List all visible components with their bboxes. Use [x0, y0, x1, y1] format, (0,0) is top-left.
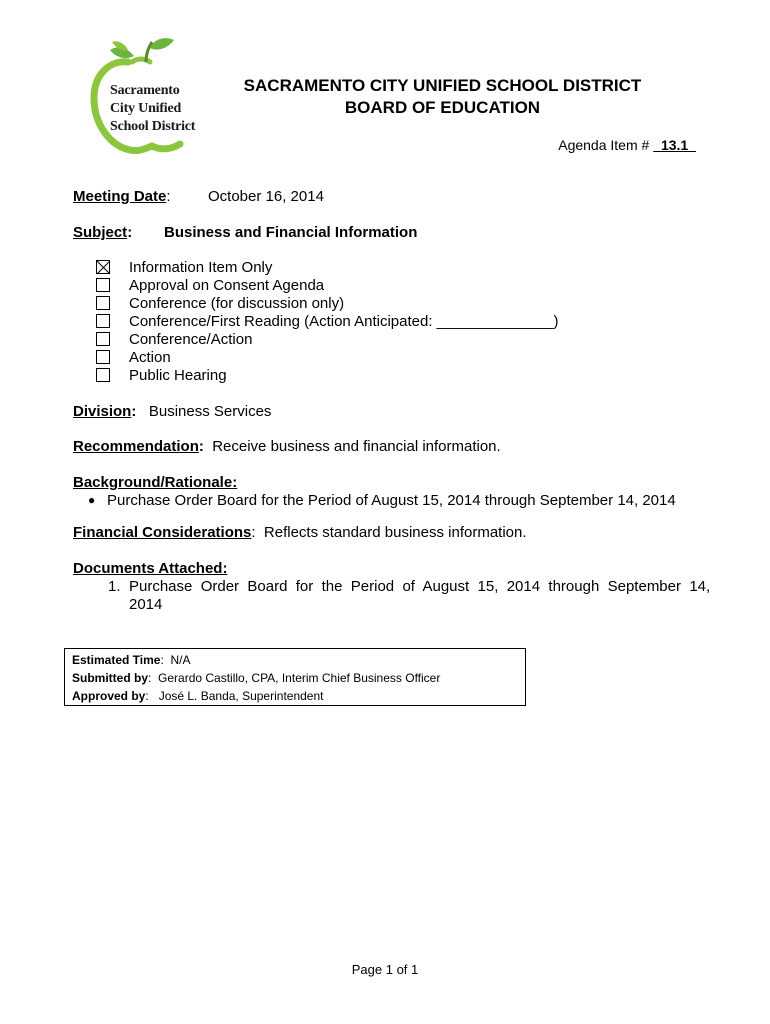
page-number: Page 1 of 1 — [351, 962, 419, 977]
option-label: Information Item Only — [129, 259, 273, 276]
estimated-time-value: N/A — [170, 653, 191, 667]
logo-line-3: School District — [110, 119, 196, 134]
recommendation-label: Recommendation — [73, 438, 199, 455]
submitted-by-value: Gerardo Castillo, CPA, Interim Chief Business Officer — [158, 671, 441, 685]
option-label: Approval on Consent Agenda — [129, 277, 325, 294]
checkbox[interactable] — [96, 332, 110, 346]
option-label: Public Hearing — [129, 367, 227, 384]
meeting-date-row: Meeting Date: — [73, 188, 171, 205]
logo-line-2: City Unified — [110, 101, 182, 116]
checkbox[interactable] — [96, 296, 110, 310]
submitted-by-label: Submitted by — [72, 671, 149, 685]
financial-value: Reflects standard business information. — [263, 524, 527, 541]
agenda-item — [558, 137, 696, 153]
checkbox[interactable] — [96, 368, 110, 382]
division-value: Business Services — [148, 403, 272, 420]
option-label: Conference/Action — [129, 331, 253, 348]
agenda-prefix: Agenda Item # — [558, 137, 650, 153]
agenda-number: 13.1 — [660, 137, 689, 153]
subject-row: Subject: — [73, 224, 133, 241]
approved-by-label: Approved by — [72, 689, 146, 703]
info-box — [64, 648, 526, 706]
approved-by-row: Approved by: José L. Banda, Superintendent — [72, 689, 324, 703]
subject-value: Business and Financial Information — [164, 224, 418, 241]
x-mark-icon — [97, 261, 111, 275]
meeting-date-label: Meeting Date — [73, 188, 167, 205]
checkbox[interactable] — [96, 314, 110, 328]
meeting-date-value: October 16, 2014 — [208, 188, 324, 205]
background-item: Purchase Order Board for the Period of August 15, 2014 through September 14, 2014 — [107, 492, 676, 509]
financial-label: Financial Considerations — [73, 524, 252, 541]
checkbox[interactable] — [96, 350, 110, 364]
document-line-1: Purchase Order Board for the Period of August 15, 2014 through September 14, — [129, 578, 711, 595]
recommendation-value: Receive business and financial information. — [212, 438, 501, 455]
recommendation-row: Recommendation: Receive business and financial information. — [73, 438, 501, 455]
division-row: Division: Business Services — [73, 403, 272, 420]
document-number: 1. — [108, 578, 121, 595]
document-line-2: 2014 — [129, 596, 163, 613]
checkbox-checked[interactable] — [96, 260, 110, 274]
bullet-icon: ● — [88, 493, 96, 507]
documents-label: Documents Attached: — [73, 560, 228, 577]
background-label: Background/Rationale: — [73, 474, 238, 491]
option-label: Conference/First Reading (Action Anticipated: ______________) — [129, 313, 559, 330]
submitted-by-row: Submitted by: Gerardo Castillo, CPA, Interim Chief Business Officer — [72, 671, 441, 685]
subject-label: Subject — [73, 224, 128, 241]
approved-by-value: José L. Banda, Superintendent — [158, 689, 324, 703]
estimated-time-row: Estimated Time: N/A — [72, 653, 191, 667]
division-label: Division — [73, 403, 132, 420]
option-label: Conference (for discussion only) — [129, 295, 345, 312]
board-title: BOARD OF EDUCATION — [344, 98, 541, 117]
logo-line-1: Sacramento — [110, 83, 180, 98]
estimated-time-label: Estimated Time — [72, 653, 161, 667]
financial-row: Financial Considerations: Reflects standard business information. — [73, 524, 527, 541]
option-label: Action — [129, 349, 171, 366]
district-title: SACRAMENTO CITY UNIFIED SCHOOL DISTRICT — [243, 76, 642, 95]
checkbox[interactable] — [96, 278, 110, 292]
